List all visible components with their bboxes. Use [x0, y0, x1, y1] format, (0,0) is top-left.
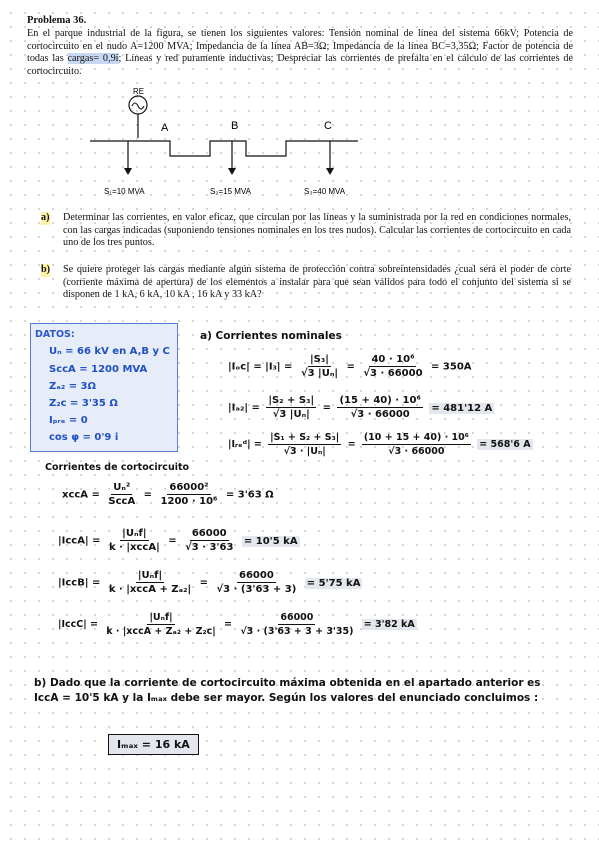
- datos-line: Iₚᵣₑ = 0: [49, 415, 88, 426]
- short-circuit-heading: Corrientes de cortocircuito: [45, 462, 190, 473]
- eq-numerator: 66000: [239, 570, 274, 581]
- eq-lhs: |Iᵣₑᵈ| =: [228, 439, 262, 450]
- statement-text-end: ; Líneas y red puramente inductivas; Despreciar las corrientes de prefalta en el cálculo de las corrientes de cortocircuito.: [27, 53, 573, 77]
- eq-numerator: |S₁ + S₂ + S₃|: [270, 432, 340, 443]
- eq-lhs: |IᴄᴄC| =: [58, 619, 98, 630]
- eq-numerator: (15 + 40) · 10⁶: [339, 395, 421, 406]
- datos-line: Z₂ᴄ = 3'35 Ω: [49, 398, 118, 409]
- eq-denominator: 1200 · 10⁶: [160, 496, 218, 507]
- eq-lhs: xᴄᴄA =: [62, 489, 100, 501]
- datos-line: Uₙ = 66 kV en A,B y C: [49, 346, 170, 357]
- eq-numerator: 66000: [280, 612, 314, 623]
- eq-result: = 350A: [431, 361, 472, 373]
- equation-icc-b: |IᴄᴄB| = $\frac{\text{|Uₙf|}}{\text{k · |xᴄᴄA + Zₐ₂|}}$ = $\frac{66000}{√3 \cdot (3'63 + 3)}$ = 5'75 kA: [58, 570, 361, 595]
- statement-text: En el parque industrial de la figura, se tienen los siguientes valores: Tensión nominal de línea del sistema 66kV; Potencia de cortocircuito en el nudo A=1200 MVA; Impedancia de la línea AB=3Ω; Impedancia de la línea BC=3,35Ω; Factor de potencia de todas las: [27, 28, 573, 65]
- load-1-label: S₁=10 MVA: [104, 187, 145, 196]
- datos-line: SᴄᴄA = 1200 MVA: [49, 364, 148, 375]
- node-b-label: B: [231, 120, 239, 132]
- eq-numerator: (10 + 15 + 40) · 10⁶: [363, 432, 469, 443]
- eq-result: = 5'75 kA: [306, 577, 361, 589]
- load-arrow-1: [124, 168, 132, 175]
- eq-numerator: |S₃|: [310, 354, 329, 365]
- eq-denominator: √3 · 3'63: [185, 542, 234, 553]
- eq-denominator: k · |xᴄᴄA|: [108, 542, 160, 553]
- load-arrow-3: [326, 168, 334, 175]
- eq-lhs: |IᴄᴄA| =: [58, 535, 101, 547]
- problem-statement: [27, 28, 573, 78]
- eq-numerator: |Uₙf|: [149, 612, 173, 623]
- node-a-label: A: [161, 122, 169, 134]
- equation-grid-current: |Iᵣₑᵈ| = $\frac{\text{|S₁ + S₂ + S₃|}}{\text{√3 · |Uₙ|}}$ = $\frac{\text{(10 + 15 + 40) · 10⁶}}{√3 \cdot 66000}$ = 568'6 A: [228, 432, 531, 457]
- datos-line: Zₐ₂ = 3Ω: [49, 381, 97, 392]
- equation-reactance: xᴄᴄA = $\frac{\text{Uₙ²}}{\text{SᴄᴄA}}$ = $\frac{\text{66000²}}{\text{1200 · 10⁶}}$ = 3'63 Ω: [62, 482, 274, 507]
- eq-result: = 10'5 kA: [243, 535, 298, 547]
- source-label: RE: [133, 87, 145, 96]
- equation-line-ab-current: |Iₐ₂| = $\frac{\text{|S₂ + S₃|}}{\text{√3 |Uₙ|}}$ = $\frac{\text{(15 + 40) · 10⁶}}{√3 \cdot 66000}$ = 481'12 A: [228, 395, 493, 420]
- eq-denominator: √3 |Uₙ|: [272, 409, 310, 420]
- eq-numerator: 66000: [191, 528, 227, 539]
- circuit-diagram: [88, 84, 388, 199]
- eq-lhs: |IᴄᴄB| =: [58, 577, 101, 589]
- part-b-conclusion: b) Dado que la corriente de cortocircuito máxima obtenida en el apartado anterior es IᴄᴄA = 10'5 kA y la Iₘₐₓ debe ser mayor. Según los valores del enunciado concluimos :: [34, 677, 541, 704]
- item-b: [41, 264, 571, 302]
- eq-numerator: Uₙ²: [113, 482, 131, 493]
- problem-title: Problema 36.: [27, 15, 87, 26]
- eq-result: = 568'6 A: [479, 439, 531, 450]
- eq-numerator: 66000²: [169, 482, 209, 493]
- load-3-label: S₃=40 MVA: [304, 187, 346, 196]
- datos-box: [30, 323, 178, 452]
- eq-denominator: √3 · 66000: [363, 368, 423, 379]
- eq-numerator: 40 · 10⁶: [371, 354, 415, 365]
- load-arrow-2: [228, 168, 236, 175]
- eq-lhs: |Iₒᴄ| = |I₃| =: [228, 361, 293, 373]
- eq-lhs: |Iₐ₂| =: [228, 402, 260, 414]
- eq-denominator: √3 · 66000: [350, 409, 410, 420]
- eq-denominator: SᴄᴄA: [108, 496, 136, 507]
- item-b-label: b): [41, 264, 51, 275]
- load-2-label: S₂=15 MVA: [210, 187, 251, 196]
- eq-denominator: √3 · (3'63 + 3): [216, 584, 297, 595]
- eq-denominator: √3 · (3'63 + 3 + 3'35): [240, 626, 354, 637]
- node-c-label: C: [324, 120, 332, 132]
- eq-denominator: √3 · 66000: [388, 446, 445, 457]
- datos-title: DATOS:: [35, 329, 75, 340]
- eq-denominator: √3 · |Uₙ|: [283, 446, 326, 457]
- eq-denominator: k · |xᴄᴄA + Zₐ₂ + Z₂ᴄ|: [106, 626, 216, 637]
- eq-denominator: √3 |Uₙ|: [300, 368, 339, 379]
- datos-line: cos φ = 0'9 i: [49, 432, 119, 443]
- nominal-currents-heading: a) Corrientes nominales: [200, 330, 342, 342]
- equation-icc-c: |IᴄᴄC| = $\frac{\text{|Uₙf|}}{\text{k · |xᴄᴄA + Zₐ₂ + Z₂ᴄ|}}$ = $\frac{66000}{√3 \cdot (3'63 + 3 + 3'35)}$ = 3'82 kA: [58, 612, 415, 637]
- eq-result: = 3'63 Ω: [225, 489, 274, 501]
- eq-numerator: |S₂ + S₃|: [268, 395, 315, 406]
- eq-result: = 3'82 kA: [363, 619, 415, 630]
- item-b-text: Se quiere proteger las cargas mediante algún sistema de protección contra sobreintensidades ¿cual será el poder de corte (corriente máxima de apertura) de los elementos a instalar para que sean válidos para todo el conjunto del sistema si se disponen de 1 kA, 6 kA, 10 kA , 16 kA y 33 kA?: [63, 264, 571, 301]
- eq-denominator: k · |xᴄᴄA + Zₐ₂|: [108, 584, 192, 595]
- item-a: [41, 212, 571, 250]
- eq-numerator: |Uₙf|: [137, 570, 163, 581]
- highlighted-text: cargas= 0,9i: [67, 53, 119, 65]
- equation-load-current: |Iₒᴄ| = |I₃| = $\frac{\text{|S₃|}}{\text{√3 |Uₙ|}}$ = $\frac{\text{40 · 10⁶}}{√3 \cdot 66000}$ = 350A: [228, 354, 472, 379]
- final-answer-box: Iₘₐₓ = 16 kA: [108, 734, 199, 755]
- item-a-label: a): [41, 212, 50, 223]
- equation-icc-a: |IᴄᴄA| = $\frac{\text{|Uₙf|}}{\text{k · |xᴄᴄA|}}$ = $\frac{66000}{√3 \cdot 3'63}$ = 10'5 kA: [58, 528, 298, 553]
- item-a-text: Determinar las corrientes, en valor eficaz, que circulan por las líneas y la suministrada por la red en condiciones normales, con las cargas indicadas (suponiendo tensiones nominales en los tres nudos). Calcular las corrientes de cortocircuito en cada uno de los tres puntos.: [63, 212, 571, 249]
- eq-result: = 481'12 A: [431, 402, 493, 414]
- eq-numerator: |Uₙf|: [122, 528, 147, 539]
- bus-line: [90, 141, 358, 156]
